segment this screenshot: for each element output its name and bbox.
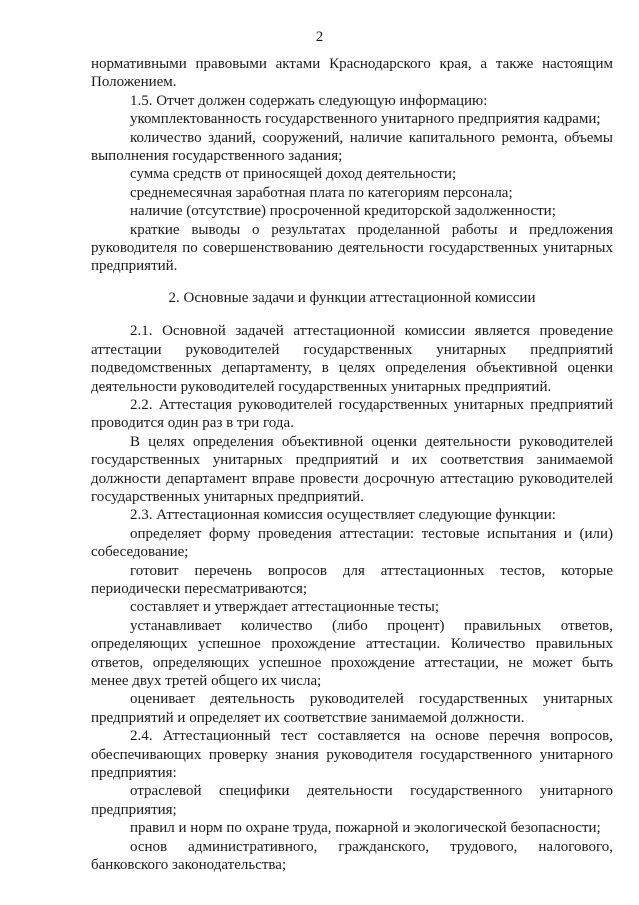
paragraph: 2.1. Основной задачей аттестационной комиссии является проведение аттестации руководителей государственных унитарных предприятий подведомственных департаменту, в целях определения объективной оценки деятельности руководителей государственных унитарных предприятий. — [91, 323, 613, 395]
list-item: готовит перечень вопросов для аттестационных тестов, которые периодически пересматриваются; — [91, 562, 613, 597]
list-item: оценивает деятельность руководителей государственных унитарных предприятий и определяет их соответствие занимаемой должности. — [91, 691, 613, 726]
section-heading: 2. Основные задачи и функции аттестационной комиссии — [168, 289, 536, 306]
paragraph: 2.4. Аттестационный тест составляется на основе перечня вопросов, обеспечивающих проверку знания руководителя государственного унитарного предприятия: — [91, 728, 613, 782]
list-item: отраслевой специфики деятельности государственного унитарного предприятия; — [91, 783, 613, 818]
list-item: краткие выводы о результатах проделанной работы и предложения руководителя по совершенствованию деятельности государственных унитарных предприятий. — [91, 221, 613, 275]
paragraph: нормативными правовыми актами Краснодарского края, а также настоящим Положением. — [91, 56, 613, 91]
list-item: сумма средств от приносящей доход деятельности; — [130, 166, 457, 183]
list-item: среднемесячная заработная плата по категориям персонала; — [130, 184, 513, 201]
document-body — [91, 55, 613, 874]
paragraph: 2.3. Аттестационная комиссия осуществляет следующие функции: — [130, 507, 556, 524]
list-item: основ административного, гражданского, трудового, налогового, банковского законодательства; — [91, 838, 613, 874]
paragraph: 2.2. Аттестация руководителей государственных унитарных предприятий проводится один раз в три года. — [91, 396, 613, 432]
list-item: укомплектованность государственного унитарного предприятия кадрами; — [130, 111, 601, 128]
page-number: 2 — [315, 29, 324, 45]
paragraph: 1.5. Отчет должен содержать следующую информацию: — [130, 92, 488, 109]
list-item: устанавливает количество (либо процент) правильных ответов, определяющих успешное прохождение аттестации. Количество правильных ответов, определяющих успешное прохождение аттестации, не может быть менее двух третей общего их числа; — [91, 617, 613, 689]
list-item: наличие (отсутствие) просроченной кредиторской задолженности; — [130, 203, 556, 220]
list-item: определяет форму проведения аттестации: тестовые испытания и (или) собеседование; — [91, 525, 613, 561]
list-item: правил и норм по охране труда, пожарной и экологической безопасности; — [130, 820, 601, 837]
list-item: количество зданий, сооружений, наличие капитального ремонта, объемы выполнения государственного задания; — [91, 129, 613, 165]
paragraph: В целях определения объективной оценки деятельности руководителей государственных унитарных предприятий и их соответствия занимаемой должности департамент вправе провести досрочную аттестацию руководителей государственных унитарных предприятий. — [91, 433, 613, 505]
list-item: составляет и утверждает аттестационные тесты; — [130, 599, 440, 616]
